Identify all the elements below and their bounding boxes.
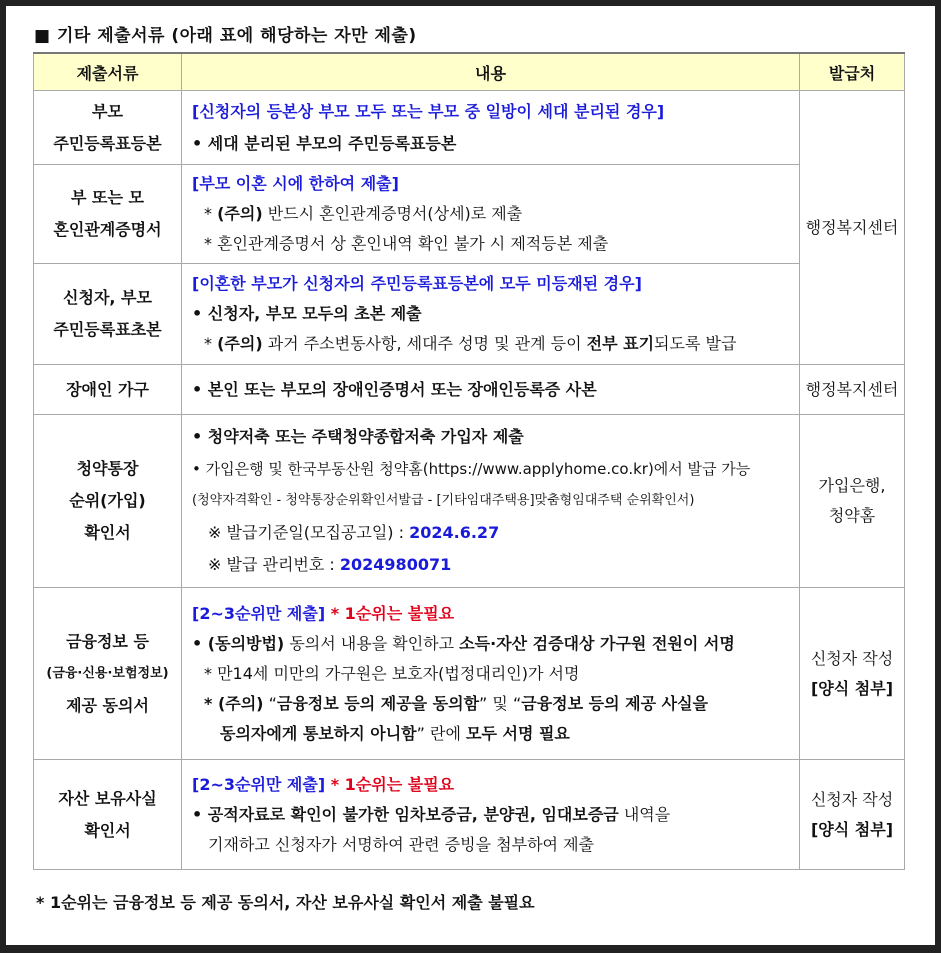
issuer-cell: 가입은행, 청약홈 bbox=[800, 415, 905, 588]
issuer-cell: 신청자 작성 [양식 첨부] bbox=[800, 760, 905, 870]
document-page bbox=[6, 6, 935, 945]
content-cell: [2~3순위만 제출] * 1순위는 불필요 • 공적자료로 확인이 불가한 임차보증금, 분양권, 임대보증금 내역을 기재하고 신청자가 서명하여 관련 증빙을 첨부하여 제출 bbox=[182, 760, 800, 870]
content-cell: [이혼한 부모가 신청자의 주민등록표등본에 모두 미등재된 경우] • 신청자, 부모 모두의 초본 제출 * (주의) 과거 주소변동사항, 세대주 성명 및 관계 등이 전부 표기되도록 발급 bbox=[182, 264, 800, 365]
doc-cell: 자산 보유사실 확인서 bbox=[34, 760, 182, 870]
doc-cell: 장애인 가구 bbox=[34, 365, 182, 415]
table-row bbox=[34, 760, 905, 870]
issuer-cell: 행정복지센터 bbox=[800, 365, 905, 415]
issuer-cell: 행정복지센터 bbox=[800, 91, 905, 365]
table-header-row bbox=[34, 53, 905, 91]
doc-cell: 신청자, 부모 주민등록표초본 bbox=[34, 264, 182, 365]
table-row bbox=[34, 91, 905, 165]
header-issuer: 발급처 bbox=[800, 53, 905, 91]
content-cell: • 청약저축 또는 주택청약종합저축 가입자 제출 • 가입은행 및 한국부동산원 청약홈(https://www.applyhome.co.kr)에서 발급 가능 (청약자격확인 - 청약통장순위확인서발급 - [기타임대주택용]맞춤형임대주택 순위확인서) ※ 발급기준일(모집공고일) : 2024.6.27 ※ 발급 관리번호 : 2024980071 bbox=[182, 415, 800, 588]
issuer-cell: 신청자 작성 [양식 첨부] bbox=[800, 588, 905, 760]
content-cell: • 본인 또는 부모의 장애인증명서 또는 장애인등록증 사본 bbox=[182, 365, 800, 415]
content-cell: [2~3순위만 제출] * 1순위는 불필요 • (동의방법) 동의서 내용을 확인하고 소득·자산 검증대상 가구원 전원이 서명 * 만14세 미만의 가구원은 보호자(법정대리인)가 서명 * (주의) “금융정보 등의 제공을 동의함” 및 “금융정보 등의 제공 사실을 동의자에게 통보하지 아니함” 란에 모두 서명 필요 bbox=[182, 588, 800, 760]
header-content: 내용 bbox=[182, 53, 800, 91]
table-row bbox=[34, 365, 905, 415]
section-title: ■ 기타 제출서류 (아래 표에 해당하는 자만 제출) bbox=[34, 26, 417, 46]
table-row bbox=[34, 264, 905, 365]
content-cell: [신청자의 등본상 부모 모두 또는 부모 중 일방이 세대 분리된 경우] • 세대 분리된 부모의 주민등록표등본 bbox=[182, 91, 800, 165]
doc-cell: 부 또는 모 혼인관계증명서 bbox=[34, 165, 182, 264]
doc-cell: 부모 주민등록표등본 bbox=[34, 91, 182, 165]
doc-cell: 청약통장 순위(가입) 확인서 bbox=[34, 415, 182, 588]
content-cell: [부모 이혼 시에 한하여 제출] * (주의) 반드시 혼인관계증명서(상세)로 제출 * 혼인관계증명서 상 혼인내역 확인 불가 시 제적등본 제출 bbox=[182, 165, 800, 264]
footnote: * 1순위는 금융정보 등 제공 동의서, 자산 보유사실 확인서 제출 불필요 bbox=[36, 893, 535, 912]
table-row bbox=[34, 165, 905, 264]
table-row bbox=[34, 588, 905, 760]
header-doc: 제출서류 bbox=[34, 53, 182, 91]
documents-table bbox=[33, 52, 905, 870]
table-row bbox=[34, 415, 905, 588]
doc-cell: 금융정보 등 (금융·신용·보험정보) 제공 동의서 bbox=[34, 588, 182, 760]
